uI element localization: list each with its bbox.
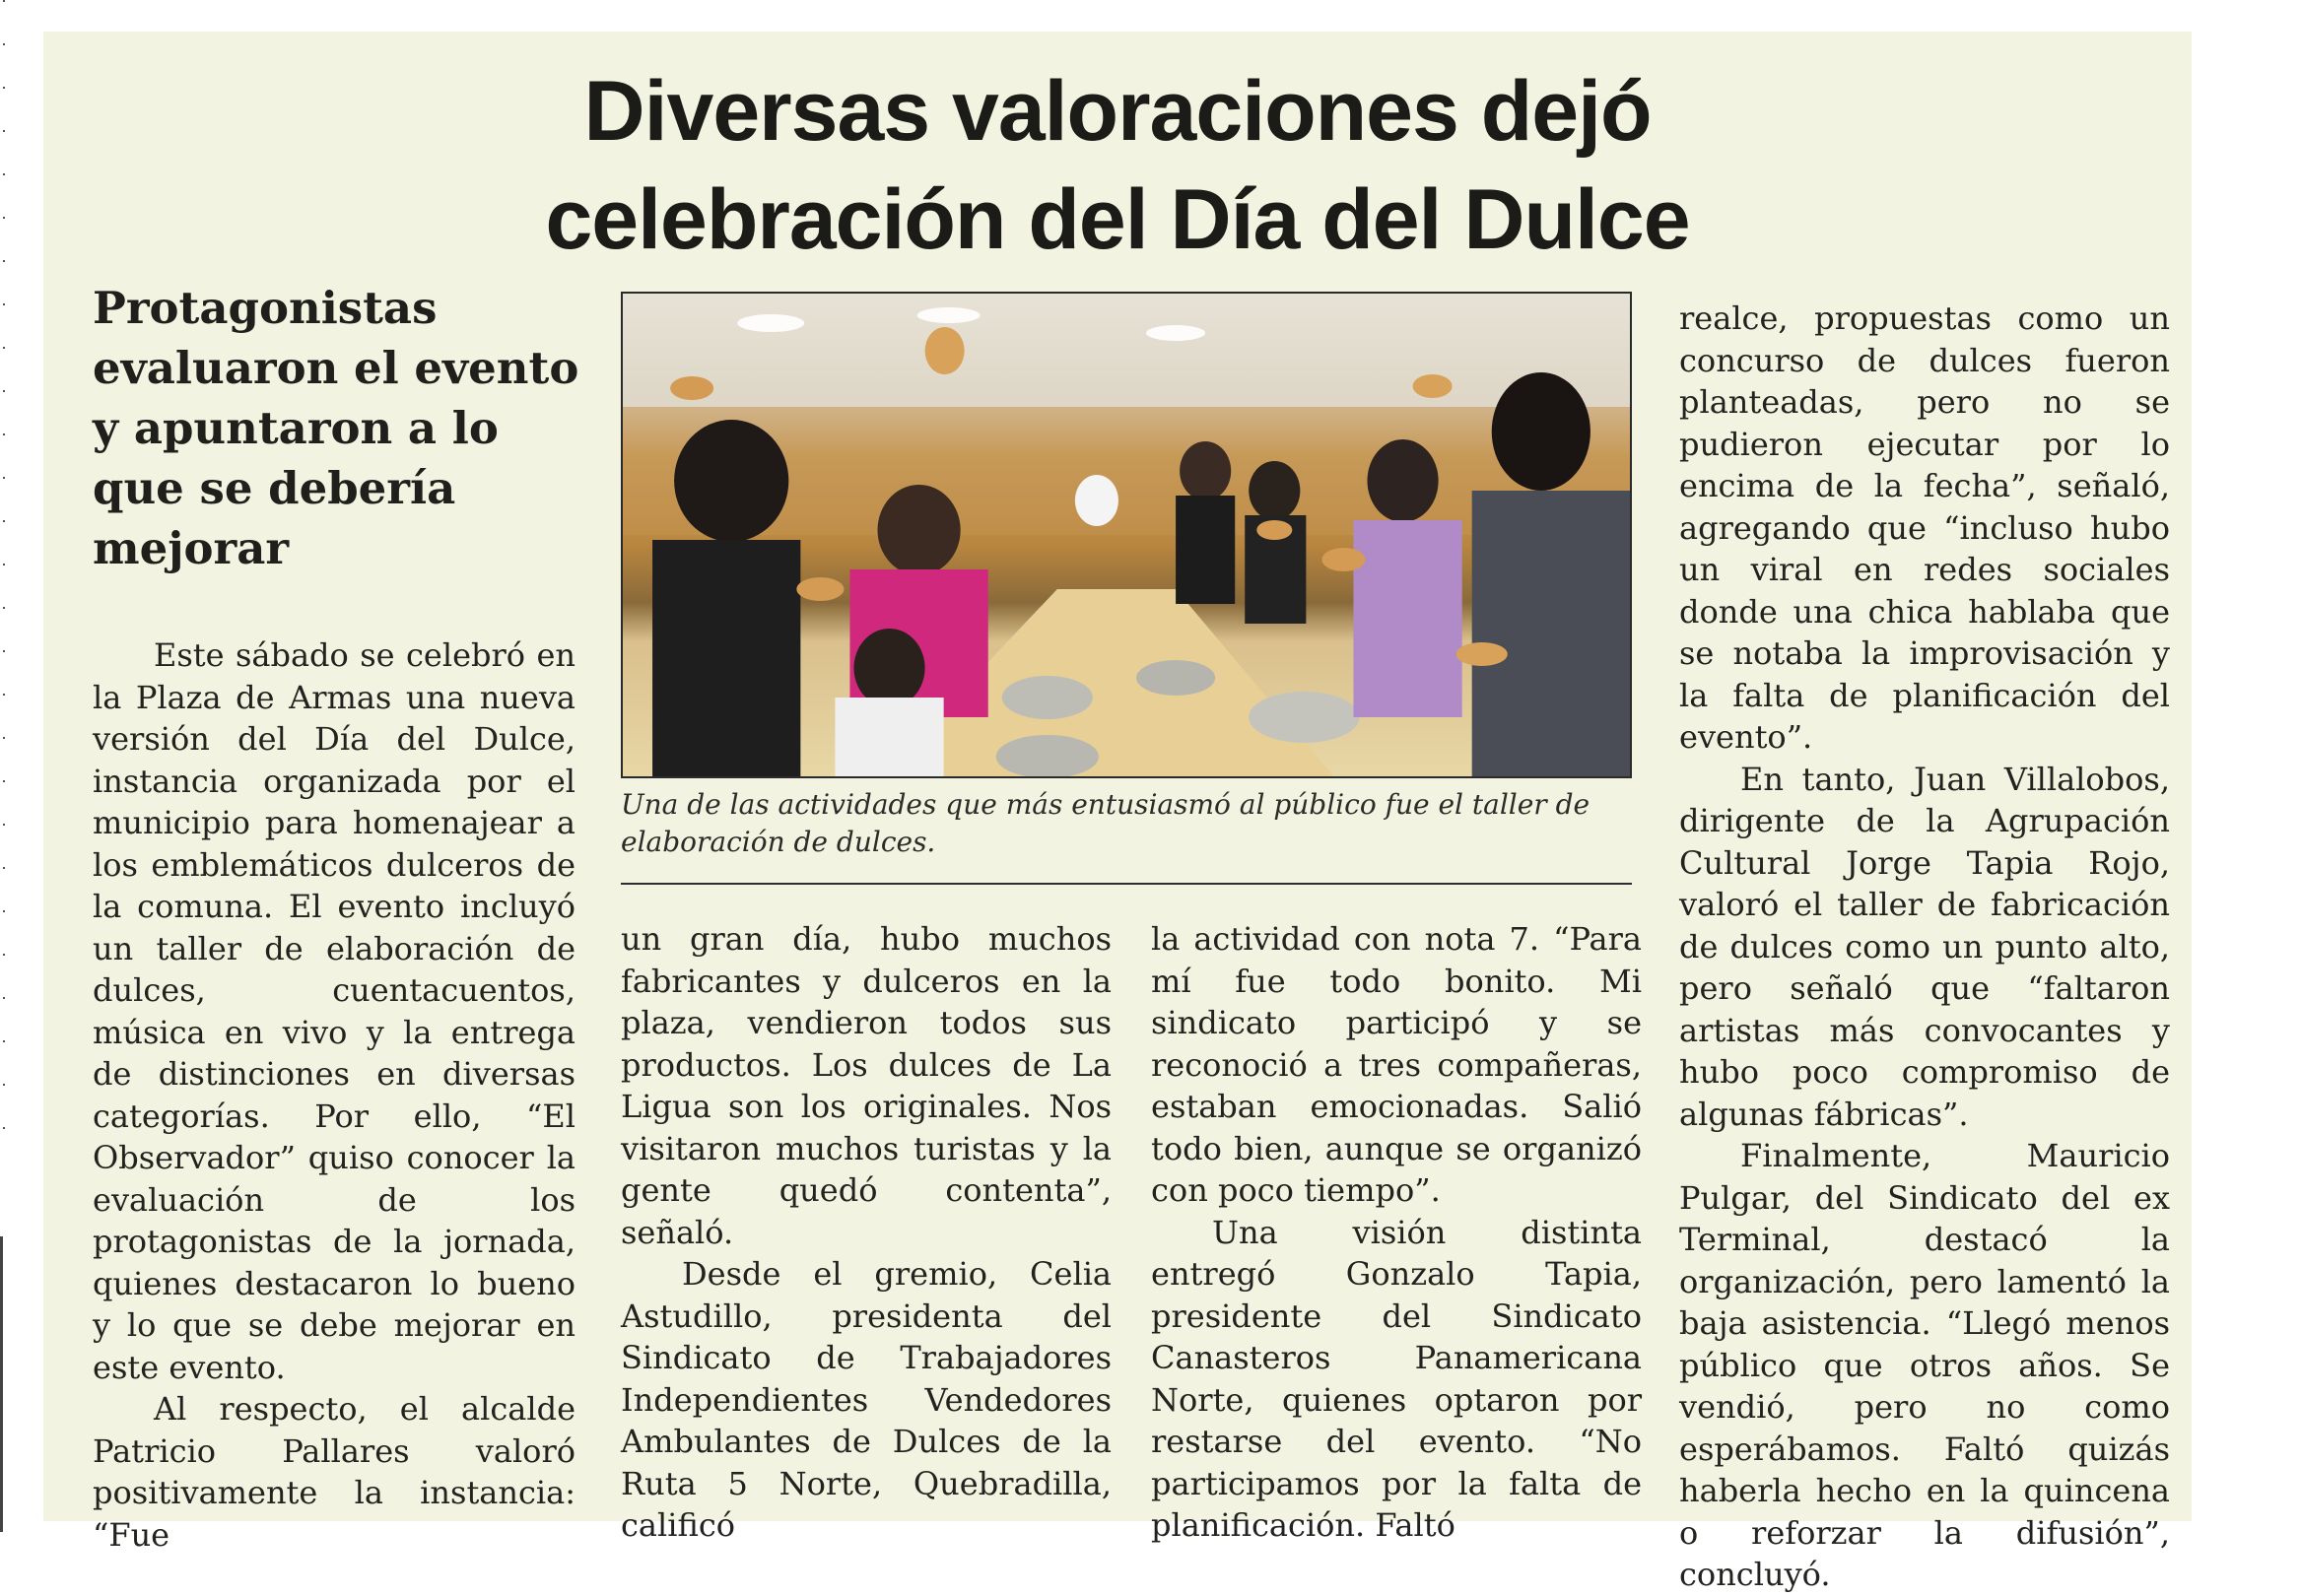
photo-of-people-holding-sweets-icon <box>623 294 1630 776</box>
article-column-2 <box>621 918 1112 1547</box>
article-column-1 <box>93 634 575 1556</box>
article-photo <box>621 292 1632 778</box>
article-column-3 <box>1151 918 1642 1547</box>
scan-margin-bar <box>0 1236 3 1532</box>
paragraph: En tanto, Juan Villalobos, dirigente de la Agrupación Cultural Jorge Tapia Rojo, valoró el taller de fabricación de dulces como un punto alto, pero señaló que “faltaron artistas más convocantes y hubo poco compromiso de algunas fábricas”. <box>1679 760 2170 1133</box>
photo-caption: Una de las actividades que más entusiasmó al público fue el taller de elaboración de dulces. <box>621 788 1590 858</box>
scan-margin-marks <box>0 0 14 1163</box>
paragraph: Desde el gremio, Celia Astudillo, presidenta del Sindicato de Trabajadores Independientes Vendedores Ambulantes de Dulces de la Ruta 5 Norte, Quebradilla, calificó <box>621 1255 1112 1544</box>
paragraph: un gran día, hubo muchos fabricantes y dulceros en la plaza, vendieron todos sus productos. Los dulces de La Ligua son los originales. Nos visitaron muchos turistas y la gente quedó contenta”, señaló. <box>621 920 1112 1251</box>
paragraph: la actividad con nota 7. “Para mí fue todo bonito. Mi sindicato participó y se reconoció a tres compañeras, estaban emocionadas. Salió todo bien, aunque se organizó con poco tiempo”. <box>1151 920 1642 1209</box>
article-column-4 <box>1679 298 2170 1596</box>
paragraph: Finalmente, Mauricio Pulgar, del Sindicato del ex Terminal, destacó la organización, pero lamentó la baja asistencia. “Llegó menos público que otros años. Se vendió, pero no como esperábamos. Faltó quizás haberla hecho en la quincena o reforzar la difusión”, concluyó. <box>1679 1137 2170 1593</box>
paragraph: Al respecto, el alcalde Patricio Pallares valoró positivamente la instancia: “Fue <box>93 1390 575 1554</box>
newspaper-page <box>43 32 2192 1593</box>
paragraph: Una visión distinta entregó Gonzalo Tapia, presidente del Sindicato Canasteros Panamericana Norte, quienes optaron por restarse del evento. “No participamos por la falta de planificación. Faltó <box>1151 1213 1642 1544</box>
caption-divider <box>621 883 1632 885</box>
headline <box>43 57 2192 274</box>
paragraph: Este sábado se celebró en la Plaza de Armas una nueva versión del Día del Dulce, instancia organizada por el municipio para homenajear a los emblemáticos dulceros de la comuna. El evento incluyó un taller de elaboración de dulces, cuentacuentos, música en vivo y la entrega de distinciones en diversas categorías. Por ello, “El Observador” quiso conocer la evaluación de los protagonistas de la jornada, quienes destacaron lo bueno y lo que se debe mejorar en este evento. <box>93 636 575 1386</box>
paragraph: realce, propuestas como un concurso de dulces fueron planteadas, pero no se pudieron ejecutar por lo encima de la fecha”, señaló, agregando que “incluso hubo un viral en redes sociales donde una chica hablaba que se notaba la improvisación y la falta de planificación del evento”. <box>1679 299 2170 756</box>
headline-line-2: celebración del Día del Dulce <box>545 172 1690 267</box>
headline-line-1: Diversas valoraciones dejó <box>583 64 1652 159</box>
subheadline: Protagonistas evaluaron el evento y apuntaron a lo que se debería mejorar <box>93 282 579 574</box>
